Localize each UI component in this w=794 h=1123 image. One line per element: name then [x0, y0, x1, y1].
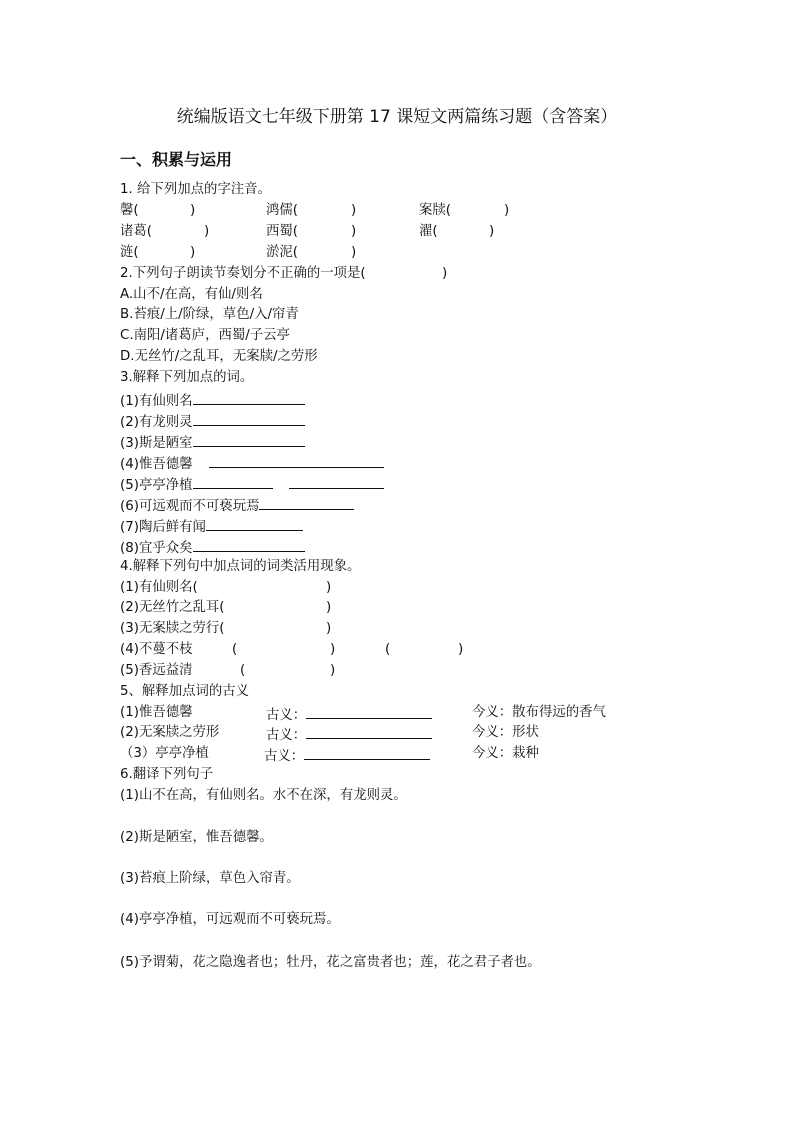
- fill-item: (2)有龙则灵: [120, 411, 305, 432]
- answer-blank[interactable]: [193, 474, 273, 489]
- pinyin-close: ): [204, 224, 210, 239]
- pinyin-close: ): [351, 203, 357, 218]
- fill-item: (8)宜乎众矣: [120, 537, 305, 558]
- usage-open: (: [232, 642, 238, 657]
- usage-close: ): [326, 621, 332, 636]
- answer-blank[interactable]: [206, 516, 303, 531]
- answer-close-paren: ): [442, 266, 448, 281]
- answer-blank[interactable]: [193, 411, 305, 426]
- ancient-meaning-phrase: (2)无案牍之劳形: [120, 725, 220, 740]
- translate-item: (2)斯是陋室，惟吾德馨。: [120, 830, 273, 845]
- fill-item: (5)亭亭净植: [120, 474, 384, 495]
- usage-item: (2)无丝竹之乱耳(: [120, 600, 225, 615]
- question-4-heading: 4.解释下列句中加点词的词类活用现象。: [120, 559, 361, 574]
- option-a: A.山不/在高，有仙/则名: [120, 287, 263, 302]
- ancient-meaning-field: 古义：: [266, 724, 432, 745]
- usage-close: ): [458, 642, 464, 657]
- question-2-heading: 2.下列句子朗读节奏划分不正确的一项是(: [120, 266, 366, 281]
- answer-blank[interactable]: [304, 745, 430, 760]
- pinyin-item: 淤泥(: [266, 245, 299, 260]
- translate-item: (5)予谓菊，花之隐逸者也；牡丹，花之富贵者也；莲，花之君子者也。: [120, 955, 541, 970]
- answer-blank[interactable]: [193, 390, 305, 405]
- fill-item: (7)陶后鲜有闻: [120, 516, 303, 537]
- ancient-meaning-phrase: （3）亭亭净植: [120, 746, 209, 761]
- answer-blank[interactable]: [209, 453, 384, 468]
- answer-blank[interactable]: [306, 704, 432, 719]
- fill-item: (1)有仙则名: [120, 390, 305, 411]
- translate-item: (1)山不在高，有仙则名。水不在深，有龙则灵。: [120, 788, 407, 803]
- answer-blank[interactable]: [193, 432, 305, 447]
- pinyin-item: 诸葛(: [120, 224, 153, 239]
- usage-open: (: [385, 642, 391, 657]
- pinyin-item: 馨(: [120, 203, 139, 218]
- answer-blank[interactable]: [259, 495, 354, 510]
- option-c: C.南阳/诸葛庐，西蜀/子云亭: [120, 328, 290, 343]
- option-b: B.苔痕/上/阶绿，草色/入/帘青: [120, 307, 299, 322]
- question-5-heading: 5、解释加点词的古义: [120, 684, 250, 699]
- answer-blank[interactable]: [306, 724, 432, 739]
- section-heading: 一、积累与运用: [120, 150, 233, 169]
- question-3-heading: 3.解释下列加点的词。: [120, 370, 254, 385]
- usage-open: (: [240, 663, 246, 678]
- answer-blank[interactable]: [193, 537, 305, 552]
- pinyin-close: ): [489, 224, 495, 239]
- usage-close: ): [326, 600, 332, 615]
- question-6-heading: 6.翻译下列句子: [120, 767, 214, 782]
- ancient-meaning-phrase: (1)惟吾德馨: [120, 705, 193, 720]
- modern-meaning: 今义：散布得远的香气: [472, 705, 606, 720]
- pinyin-item: 濯(: [419, 224, 438, 239]
- pinyin-item: 西蜀(: [266, 224, 299, 239]
- pinyin-close: ): [190, 203, 196, 218]
- pinyin-close: ): [351, 245, 357, 260]
- pinyin-close: ): [351, 224, 357, 239]
- pinyin-close: ): [190, 245, 196, 260]
- pinyin-item: 鸿儒(: [266, 203, 299, 218]
- pinyin-item: 涟(: [120, 245, 139, 260]
- usage-item: (4)不蔓不枝: [120, 642, 193, 657]
- usage-item: (5)香远益清: [120, 663, 193, 678]
- usage-close: ): [326, 580, 332, 595]
- modern-meaning: 今义：栽种: [472, 746, 539, 761]
- fill-item: (4)惟吾德馨: [120, 453, 384, 474]
- translate-item: (3)苔痕上阶绿，草色入帘青。: [120, 871, 300, 886]
- fill-item: (3)斯是陋室: [120, 432, 305, 453]
- usage-close: ): [330, 642, 336, 657]
- modern-meaning: 今义：形状: [472, 725, 539, 740]
- option-d: D.无丝竹/之乱耳，无案牍/之劳形: [120, 349, 318, 364]
- fill-item: (6)可远观而不可亵玩焉: [120, 495, 354, 516]
- usage-close: ): [330, 663, 336, 678]
- pinyin-item: 案牍(: [419, 203, 452, 218]
- pinyin-close: ): [504, 203, 510, 218]
- ancient-meaning-field: 古义：: [264, 745, 430, 766]
- ancient-meaning-field: 古义：: [266, 704, 432, 725]
- answer-blank[interactable]: [289, 474, 384, 489]
- translate-item: (4)亭亭净植，可远观而不可亵玩焉。: [120, 912, 340, 927]
- page-title: 统编版语文七年级下册第 17 课短文两篇练习题（含答案）: [176, 107, 618, 127]
- usage-item: (1)有仙则名(: [120, 580, 198, 595]
- usage-item: (3)无案牍之劳行(: [120, 621, 225, 636]
- question-1-heading: 1. 给下列加点的字注音。: [120, 182, 271, 197]
